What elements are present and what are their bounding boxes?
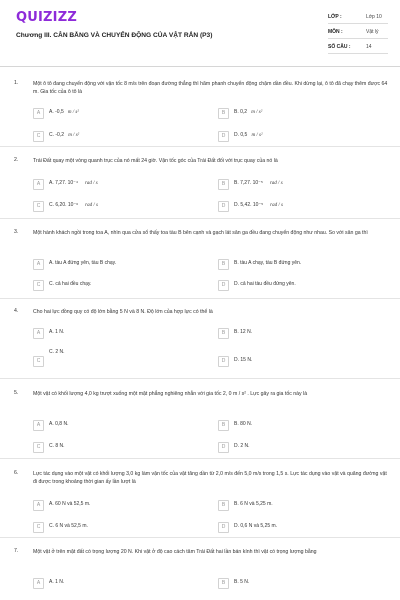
worksheet-title: Chương III. CÂN BẰNG VÀ CHUYỂN ĐỘNG CỦA VẬT RẮN (P3): [16, 32, 213, 39]
option-text: A. 1 N.: [49, 579, 65, 585]
option-label: D: [218, 522, 229, 533]
header-divider: [0, 66, 400, 67]
question-text: Lực tác dụng vào một vật có khối lượng 3,0 kg làm vận tốc của vật tăng dần từ 2,0 m/s đến 5,0 m/s trong 1,5 s. Lực tác dụng vào vật và quãng đường vật đi được trong khoảng thời gian ấy lần lượt là: [33, 471, 387, 485]
option-text: B. 0,2 m / s²: [234, 109, 263, 115]
option-text: C. -0,2 m / s²: [49, 132, 80, 138]
question-number: 1.: [14, 80, 19, 86]
option-label: B: [218, 578, 229, 589]
option-text: B. tàu A chạy, tàu B đứng yên.: [234, 260, 302, 266]
option-label: A: [33, 328, 44, 339]
question-text: Một vật ở trên mặt đất có trọng lượng 20 N. Khi vật ở độ cao cách tâm Trái Đất hai lần bán kính thì vật có trọng lượng bằng: [33, 549, 317, 555]
question-text: Một ô tô đang chuyển động với vận tốc 8 m/s trên đoạn đường thẳng thì hãm phanh chuyển động chậm dần đều. Khi dừng lại, ô tô đã chạy thêm được 64 m. Gia tốc của ô tô là: [33, 81, 388, 95]
option-label: A: [33, 500, 44, 511]
option-label: C: [33, 442, 44, 453]
meta-subject-value: Vật lý: [366, 29, 379, 35]
question-number: 4.: [14, 308, 19, 314]
question-separator: [0, 378, 400, 379]
option-text: D. 0,5 m / s²: [234, 132, 263, 138]
option-label: D: [218, 356, 229, 367]
question-number: 7.: [14, 548, 19, 554]
option-text: C. cả hai đều chạy.: [49, 281, 92, 287]
meta-class-value: Lớp 10: [366, 14, 382, 20]
question-separator: [0, 146, 400, 147]
option-text: D. 0,6 N và 5,25 m.: [234, 523, 278, 529]
question-number: 5.: [14, 390, 19, 396]
question-number: 2.: [14, 157, 19, 163]
option-label: C: [33, 201, 44, 212]
meta-class-key: LỚP :: [328, 14, 342, 20]
question-text: Trái Đất quay một vòng quanh trục của nó mất 24 giờ. Vận tốc góc của Trái Đất đối với trục quay của nó là: [33, 158, 278, 164]
option-text: D. cả hai tàu đều đứng yên.: [234, 281, 296, 287]
option-label: A: [33, 420, 44, 431]
option-label: C: [33, 131, 44, 142]
meta-question-count: [328, 41, 388, 54]
option-text: A. 1 N.: [49, 329, 65, 335]
meta-count-key: SỐ CÂU :: [328, 44, 351, 50]
option-text: D. 2 N.: [234, 443, 250, 449]
option-label: C: [33, 356, 44, 367]
option-label: D: [218, 201, 229, 212]
option-label: D: [218, 442, 229, 453]
option-label: A: [33, 179, 44, 190]
option-text: B. 80 N.: [234, 421, 253, 427]
option-text: B. 7,27. 10⁻⁵ rad / s: [234, 180, 283, 186]
option-text: A. 7,27. 10⁻⁴ rad / s: [49, 180, 98, 186]
option-text: C. 6,20. 10⁻⁶ rad / s: [49, 202, 98, 208]
option-label: B: [218, 179, 229, 190]
option-label: D: [218, 280, 229, 291]
option-text: C. 2 N.: [49, 349, 65, 355]
option-label: A: [33, 108, 44, 119]
option-label: A: [33, 578, 44, 589]
option-text: A. -0,5 m / s²: [49, 109, 79, 115]
option-label: B: [218, 420, 229, 431]
question-text: Một vật có khối lượng 4,0 kg trượt xuống một mặt phẳng nghiêng nhẵn với gia tốc 2, 0 m / s² . Lực gây ra gia tốc này là: [33, 391, 308, 397]
question-text: Một hành khách ngồi trong toa A, nhìn qua cửa sổ thấy toa tàu B bên cạnh và gạch lát sân ga đều đang chuyển động như nhau. So với sân ga thì: [33, 230, 368, 236]
option-text: A. 0,8 N.: [49, 421, 69, 427]
question-separator: [0, 537, 400, 538]
option-text: A. tàu A đứng yên, tàu B chạy.: [49, 260, 117, 266]
option-text: A. 60 N và 52,5 m.: [49, 501, 91, 507]
meta-subject: [328, 26, 388, 39]
question-text: Cho hai lực đồng quy có độ lớn bằng 5 N và 8 N. Độ lớn của hợp lực có thể là: [33, 309, 213, 315]
worksheet-header: [0, 0, 400, 62]
option-label: B: [218, 259, 229, 270]
question-number: 3.: [14, 229, 19, 235]
option-text: B. 6 N và 5,25 m.: [234, 501, 273, 507]
option-label: D: [218, 131, 229, 142]
quizizz-logo: QUIZIZZ: [16, 10, 77, 25]
meta-count-value: 14: [366, 44, 372, 50]
question-number: 6.: [14, 470, 19, 476]
question-separator: [0, 298, 400, 299]
option-text: C. 6 N và 52,5 m.: [49, 523, 88, 529]
question-separator: [0, 458, 400, 459]
option-label: B: [218, 108, 229, 119]
option-label: A: [33, 259, 44, 270]
option-text: B. 5 N.: [234, 579, 250, 585]
option-text: B. 12 N.: [234, 329, 253, 335]
option-text: D. 5,42. 10⁻⁵ rad / s: [234, 202, 283, 208]
question-separator: [0, 218, 400, 219]
meta-subject-key: MÔN :: [328, 29, 343, 35]
option-label: C: [33, 522, 44, 533]
option-text: C. 8 N.: [49, 443, 65, 449]
option-label: B: [218, 328, 229, 339]
option-label: C: [33, 280, 44, 291]
option-label: B: [218, 500, 229, 511]
option-text: D. 15 N.: [234, 357, 253, 363]
meta-class: [328, 11, 388, 24]
